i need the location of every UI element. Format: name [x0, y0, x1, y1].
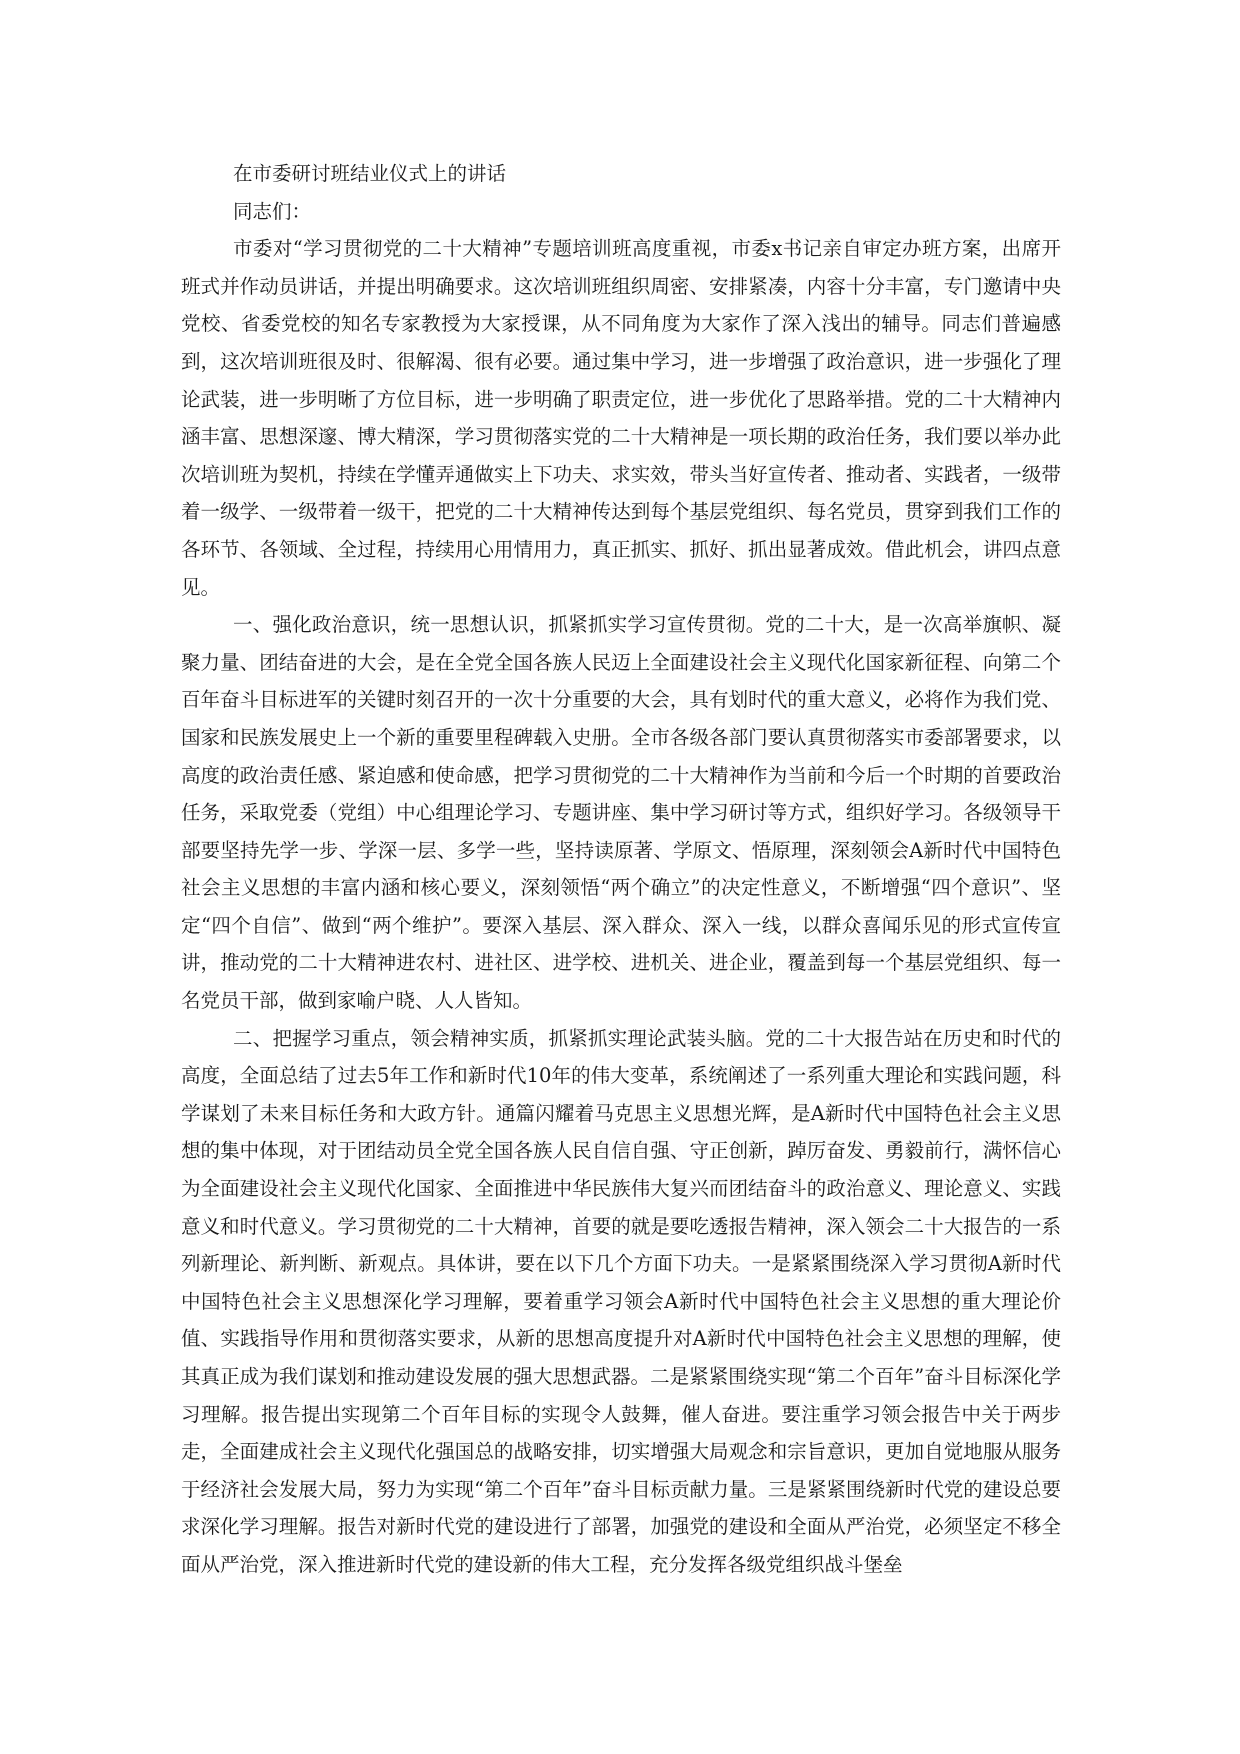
document-title: 在市委研讨班结业仪式上的讲话 [233, 162, 507, 185]
paragraph-section-1: 一、强化政治意识，统一思想认识，抓紧抓实学习宣传贯彻。党的二十大，是一次高举旗帜、凝聚力量、团结奋进的大会，是在全党全国各族人民迈上全面建设社会主义现代化国家新征程、向第二个百年奋斗目标进军的关键时刻召开的一次十分重要的大会，具有划时代的重大意义，必将作为我们党、国家和民族发展史上一个新的重要里程碑载入史册。全市各级各部门要认真贯彻落实市委部署要求，以高度的政治责任感、紧迫感和使命感，把学习贯彻党的二十大精神作为当前和今后一个时期的首要政治任务，采取党委（党组）中心组理论学习、专题讲座、集中学习研讨等方式，组织好学习。各级领导干部要坚持先学一步、学深一层、多学一些，坚持读原著、学原文、悟原理，深刻领会A新时代中国特色社会主义思想的丰富内涵和核心要义，深刻领悟“两个确立”的决定性意义，不断增强“四个意识”、坚定“四个自信”、做到“两个维护”。要深入基层、深入群众、深入一线，以群众喜闻乐见的形式宣传宣讲，推动党的二十大精神进农村、进社区、进学校、进机关、进企业，覆盖到每一个基层党组织、每一名党员干部，做到家喻户晓、人人皆知。 [181, 613, 1061, 1013]
paragraph-intro: 市委对“学习贯彻党的二十大精神”专题培训班高度重视，市委x书记亲自审定办班方案，出席开班式并作动员讲话，并提出明确要求。这次培训班组织周密、安排紧凑，内容十分丰富，专门邀请中央党校、省委党校的知名专家教授为大家授课，从不同角度为大家作了深入浅出的辅导。同志们普遍感到，这次培训班很及时、很解渴、很有必要。通过集中学习，进一步增强了政治意识，进一步强化了理论武装，进一步明晰了方位目标，进一步明确了职责定位，进一步优化了思路举措。党的二十大精神内涵丰富、思想深邃、博大精深，学习贯彻落实党的二十大精神是一项长期的政治任务，我们要以举办此次培训班为契机，持续在学懂弄通做实上下功夫、求实效，带头当好宣传者、推动者、实践者，一级带着一级学、一级带着一级干，把党的二十大精神传达到每个基层党组织、每名党员，贯穿到我们工作的各环节、各领域、全过程，持续用心用情用力，真正抓实、抓好、抓出显著成效。借此机会，讲四点意见。 [181, 237, 1061, 599]
salutation: 同志们： [233, 199, 312, 223]
document-body [181, 155, 1061, 1584]
paragraph-section-2: 二、把握学习重点，领会精神实质，抓紧抓实理论武装头脑。党的二十大报告站在历史和时代的高度，全面总结了过去5年工作和新时代10年的伟大变革，系统阐述了一系列重大理论和实践问题，科学谋划了未来目标任务和大政方针。通篇闪耀着马克思主义思想光辉，是A新时代中国特色社会主义思想的集中体现，对于团结动员全党全国各族人民自信自强、守正创新，踔厉奋发、勇毅前行，满怀信心为全面建设社会主义现代化国家、全面推进中华民族伟大复兴而团结奋斗的政治意义、理论意义、实践意义和时代意义。学习贯彻党的二十大精神，首要的就是要吃透报告精神，深入领会二十大报告的一系列新理论、新判断、新观点。具体讲，要在以下几个方面下功夫。一是紧紧围绕深入学习贯彻A新时代中国特色社会主义思想深化学习理解，要着重学习领会A新时代中国特色社会主义思想的重大理论价值、实践指导作用和贯彻落实要求，从新的思想高度提升对A新时代中国特色社会主义思想的理解，使其真正成为我们谋划和推动建设发展的强大思想武器。二是紧紧围绕实现“第二个百年”奋斗目标深化学习理解。报告提出实现第二个百年目标的实现令人鼓舞，催人奋进。要注重学习领会报告中关于两步走，全面建成社会主义现代化强国总的战略安排，切实增强大局观念和宗旨意识，更加自觉地服从服务于经济社会发展大局，努力为实现“第二个百年”奋斗目标贡献力量。三是紧紧围绕新时代党的建设总要求深化学习理解。报告对新时代党的建设进行了部署，加强党的建设和全面从严治党，必须坚定不移全面从严治党，深入推进新时代党的建设新的伟大工程，充分发挥各级党组织战斗堡垒 [181, 1026, 1061, 1576]
